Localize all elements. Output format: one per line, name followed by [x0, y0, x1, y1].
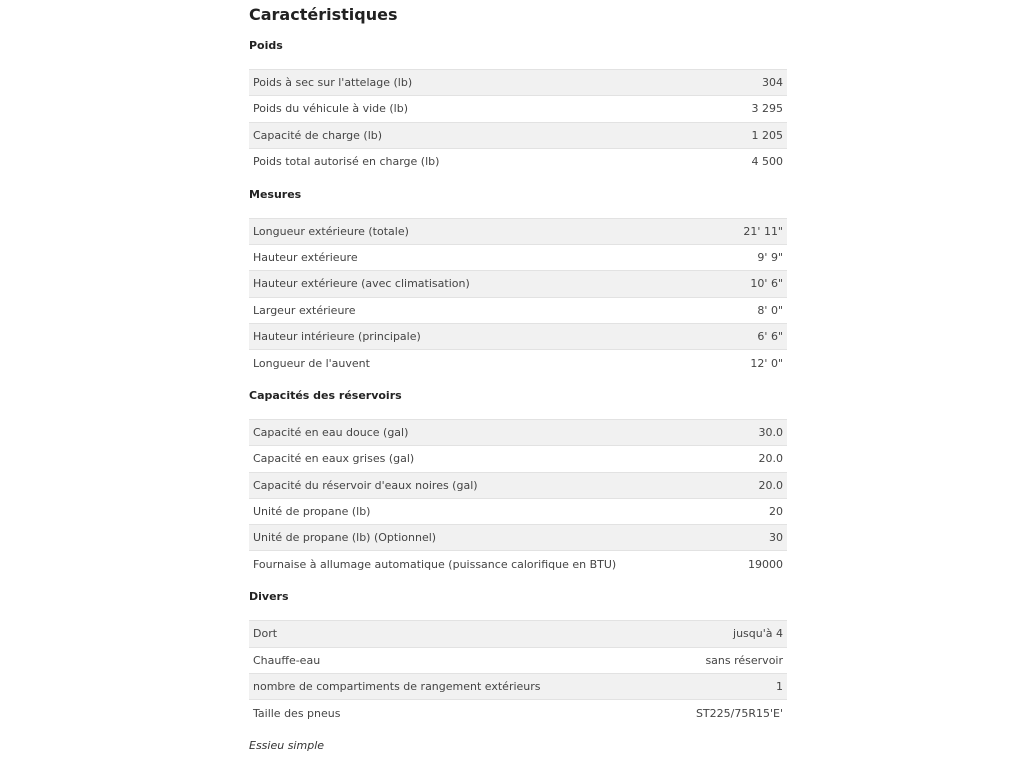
- spec-value: jusqu'à 4: [733, 627, 783, 641]
- table-row: [249, 148, 787, 174]
- section-heading: Poids: [249, 39, 283, 52]
- table-row: [249, 525, 787, 551]
- section-heading: Divers: [249, 590, 289, 604]
- table-row: [249, 218, 787, 244]
- spec-label: Capacité de charge (lb): [253, 128, 383, 142]
- spec-label: Taille des pneus: [253, 706, 341, 720]
- table-row: [249, 472, 787, 498]
- spec-value: 6' 6": [757, 330, 783, 344]
- spec-label: Capacité en eau douce (gal): [253, 426, 409, 440]
- spec-section: [249, 36, 787, 175]
- spec-value: 3 295: [751, 102, 783, 116]
- spec-value: 20.0: [758, 478, 783, 492]
- spec-value: 4 500: [751, 155, 783, 169]
- spec-label: Poids du véhicule à vide (lb): [253, 102, 409, 116]
- section-heading: Mesures: [249, 187, 302, 201]
- spec-value: 1: [776, 679, 783, 693]
- table-row: [249, 96, 787, 122]
- spec-section: [249, 587, 787, 726]
- spec-value: 10' 6": [750, 277, 783, 291]
- spec-value: 8' 0": [757, 303, 783, 317]
- table-row: [249, 673, 787, 699]
- table-row: [249, 271, 787, 297]
- spec-label: Hauteur extérieure: [253, 251, 358, 265]
- spec-value: 30.0: [758, 426, 783, 440]
- spec-value: 304: [762, 76, 783, 90]
- spec-value: 30: [769, 531, 783, 545]
- table-row: [249, 498, 787, 524]
- section-heading: Capacités des réservoirs: [249, 388, 402, 402]
- spec-label: Dort: [253, 627, 278, 641]
- table-row: [249, 700, 787, 726]
- spec-label: Capacité en eaux grises (gal): [253, 452, 415, 466]
- table-row: [249, 70, 787, 96]
- table-row: [249, 323, 787, 349]
- table-row: [249, 297, 787, 323]
- spec-label: Chauffe-eau: [253, 653, 321, 667]
- spec-label: Capacité du réservoir d'eaux noires (gal): [253, 478, 478, 492]
- table-row: [249, 350, 787, 376]
- spec-value: 19000: [748, 557, 783, 571]
- spec-label: Largeur extérieure: [253, 303, 356, 317]
- spec-label: Poids total autorisé en charge (lb): [253, 155, 440, 169]
- spec-label: Unité de propane (lb): [253, 505, 371, 518]
- spec-value: 20: [769, 505, 783, 518]
- table-row: [249, 551, 787, 577]
- spec-value: 12' 0": [750, 356, 783, 370]
- spec-label: Fournaise à allumage automatique (puissance calorifique en BTU): [253, 557, 617, 571]
- spec-section: [249, 386, 787, 577]
- table-row: [249, 244, 787, 270]
- spec-label: Hauteur intérieure (principale): [253, 330, 421, 344]
- spec-value: 1 205: [751, 128, 783, 142]
- spec-label: Poids à sec sur l'attelage (lb): [253, 76, 413, 90]
- table-row: [249, 446, 787, 472]
- spec-value: sans réservoir: [705, 653, 783, 667]
- table-row: [249, 419, 787, 445]
- spec-label: Longueur extérieure (totale): [253, 224, 409, 238]
- spec-value: 20.0: [758, 452, 783, 466]
- spec-table: [249, 419, 787, 577]
- table-row: [249, 621, 787, 647]
- spec-value: 21' 11": [743, 224, 783, 238]
- spec-table: [249, 218, 787, 376]
- spec-table: [249, 69, 787, 175]
- spec-section: [249, 185, 787, 376]
- spec-label: Unité de propane (lb) (Optionnel): [253, 531, 437, 545]
- spec-label: Hauteur extérieure (avec climatisation): [253, 277, 470, 291]
- table-row: [249, 647, 787, 673]
- spec-value: ST225/75R15'E': [695, 706, 783, 720]
- spec-label: Longueur de l'auvent: [253, 356, 370, 370]
- spec-label: nombre de compartiments de rangement extérieurs: [253, 679, 541, 693]
- spec-table: [249, 620, 787, 726]
- page-title: Caractéristiques: [249, 5, 398, 24]
- spec-value: 9' 9": [757, 251, 783, 265]
- axle-note: Essieu simple: [249, 738, 325, 752]
- specifications: [249, 4, 787, 754]
- table-row: [249, 122, 787, 148]
